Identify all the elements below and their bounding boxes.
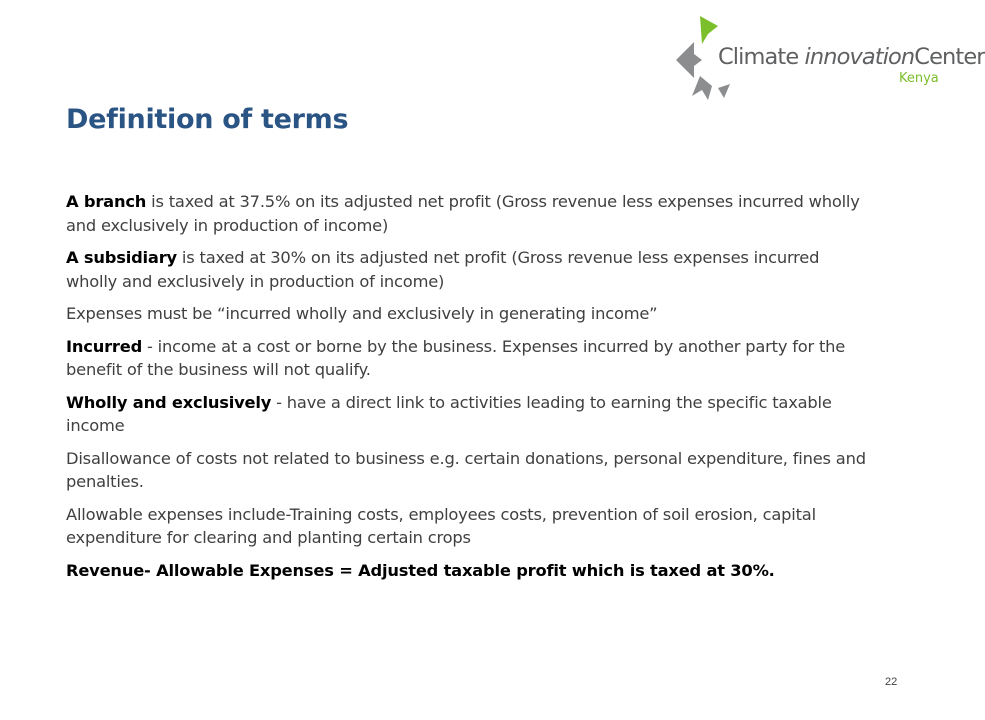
paragraph-expenses-rule: Expenses must be “incurred wholly and exclusively in generating income” <box>66 304 658 323</box>
paragraph-wholly-exclusively-text: - have a direct link to activities leading to earning the specific taxable income <box>66 392 832 435</box>
paragraph-branch <box>66 190 866 237</box>
logo-gray-arrow-left-icon <box>676 42 702 78</box>
logo-word-innovation: innovation <box>804 44 915 70</box>
term-branch: A branch <box>66 192 147 211</box>
paragraph-formula: Revenue- Allowable Expenses = Adjusted taxable profit which is taxed at 30%. <box>66 560 775 580</box>
paragraph-subsidiary-text: is taxed at 30% on its adjusted net profit (Gross revenue less expenses incurred wholly and exclusively in production of income) <box>66 248 820 291</box>
paragraph-subsidiary <box>66 246 866 293</box>
term-subsidiary: A subsidiary <box>66 248 177 267</box>
logo-gray-arrow-small-icon <box>718 84 730 98</box>
paragraph-disallowance: Disallowance of costs not related to business e.g. certain donations, personal expenditure, fines and penalties. <box>66 448 866 491</box>
paragraph-branch-text: is taxed at 37.5% on its adjusted net profit (Gross revenue less expenses incurred wholly and exclusively in production of income) <box>66 192 860 235</box>
slide-body <box>66 190 866 591</box>
paragraph-incurred-text: - income at a cost or borne by the business. Expenses incurred by another party for the benefit of the business will not qualify. <box>66 336 846 379</box>
paragraph-wholly-exclusively <box>66 391 866 438</box>
logo-word-climate: Climate <box>718 44 805 70</box>
paragraph-incurred <box>66 335 866 382</box>
logo-gray-arrow-bottom-icon <box>692 76 712 100</box>
paragraph-allowable-expenses: Allowable expenses include-Training costs, employees costs, prevention of soil erosion, capital expenditure for clearing and planting certain crops <box>66 504 816 547</box>
term-incurred: Incurred <box>66 336 143 356</box>
logo-green-arrow-icon <box>700 16 718 44</box>
logo-word-center: Center <box>914 44 985 70</box>
logo-wordmark <box>718 46 985 69</box>
logo-subtitle: Kenya <box>899 71 939 86</box>
page-number: 22 <box>885 676 898 688</box>
term-wholly-exclusively: Wholly and exclusively <box>66 392 272 412</box>
climate-innovation-center-logo <box>672 14 985 104</box>
slide-title: Definition of terms <box>66 104 349 135</box>
